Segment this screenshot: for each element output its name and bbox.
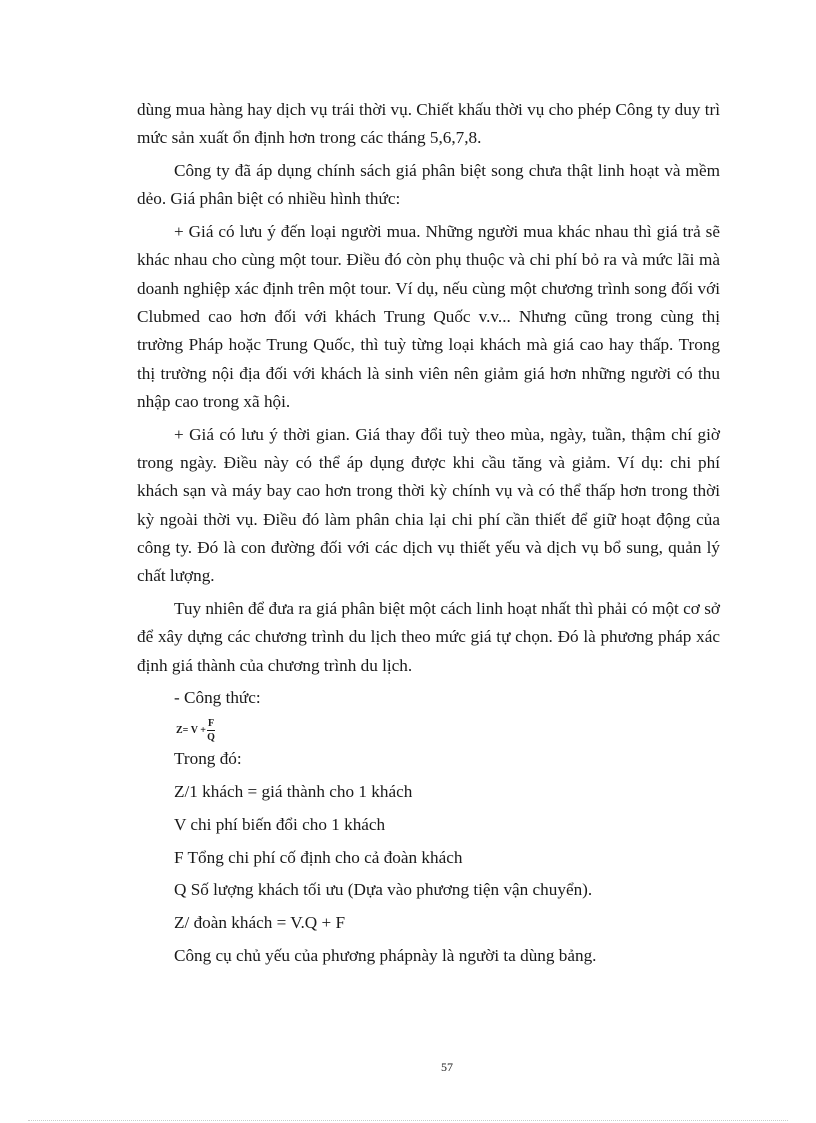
formula-numerator: F <box>207 718 215 730</box>
formula-lhs: Z= V + <box>176 725 206 737</box>
definition-intro: Trong đó: <box>174 749 242 769</box>
body-text <box>137 96 720 975</box>
paragraph-time-based: + Giá có lưu ý thời gian. Giá thay đổi tuỳ theo mùa, ngày, tuần, thậm chí giờ trong ngày. Điều này có thể áp dụng được khi cầu tăng và giảm. Ví dụ: chi phí khách sạn và máy bay cao hơn trong thời kỳ chính vụ và có thể thấp hơn trong thời kỳ ngoài thời vụ. Điều đó làm phân chia lại chi phí cần thiết để giữ hoạt động của công ty. Đó là con đường đối với các dịch vụ thiết yếu và dịch vụ bổ sung, quản lý chất lượng. <box>137 424 720 586</box>
formula-heading: - Công thức: <box>174 688 261 708</box>
paragraph-price-discrimination: Công ty đã áp dụng chính sách giá phân biệt song chưa thật linh hoạt và mềm dẻo. Giá phân biệt có nhiều hình thức: <box>137 161 720 209</box>
page-bottom-divider <box>28 1120 788 1121</box>
formula <box>176 714 215 748</box>
definition-tool: Công cụ chủ yếu của phương phápnày là người ta dùng bảng. <box>174 946 597 966</box>
definition-z-per-group: Z/ đoàn khách = V.Q + F <box>174 913 346 933</box>
page-number: 57 <box>441 1060 453 1074</box>
paragraph-seasonal-discount: dùng mua hàng hay dịch vụ trái thời vụ. Chiết khấu thời vụ cho phép Công ty duy trì mức sản xuất ổn định hơn trong các tháng 5,6,7,8. <box>137 100 720 148</box>
definition-v: V chi phí biến đổi cho 1 khách <box>174 814 386 834</box>
formula-fraction <box>207 719 215 743</box>
formula-denominator: Q <box>207 732 215 744</box>
definition-f: F Tổng chi phí cố định cho cả đoàn khách <box>174 847 463 867</box>
paragraph-flexible-pricing: Tuy nhiên để đưa ra giá phân biệt một cách linh hoạt nhất thì phải có một cơ sở để xây dựng các chương trình du lịch theo mức giá tự chọn. Đó là phương pháp xác định giá thành của chương trình du lịch. <box>137 599 720 675</box>
formula-line <box>137 711 720 745</box>
paragraph-buyer-type: + Giá có lưu ý đến loại người mua. Những người mua khác nhau thì giá trả sẽ khác nhau cho cùng một tour. Điều đó còn phụ thuộc và chi phí bỏ ra và mức lãi mà doanh nghiệp xác định trên một tour. Ví dụ, nếu cùng một chương trình song đối với Clubmed cao hơn đối với khách Trung Quốc v.v... Nhưng cũng trong cùng thị trường Pháp hoặc Trung Quốc, thì tuỳ từng loại khách mà giá cao hay thấp. Trong thị trường nội địa đối với khách là sinh viên nên giảm giá hơn những người có thu nhập cao trong xã hội. <box>137 222 720 411</box>
definition-z-per-guest: Z/1 khách = giá thành cho 1 khách <box>174 782 413 802</box>
definition-q: Q Số lượng khách tối ưu (Dựa vào phương tiện vận chuyển). <box>174 880 593 900</box>
